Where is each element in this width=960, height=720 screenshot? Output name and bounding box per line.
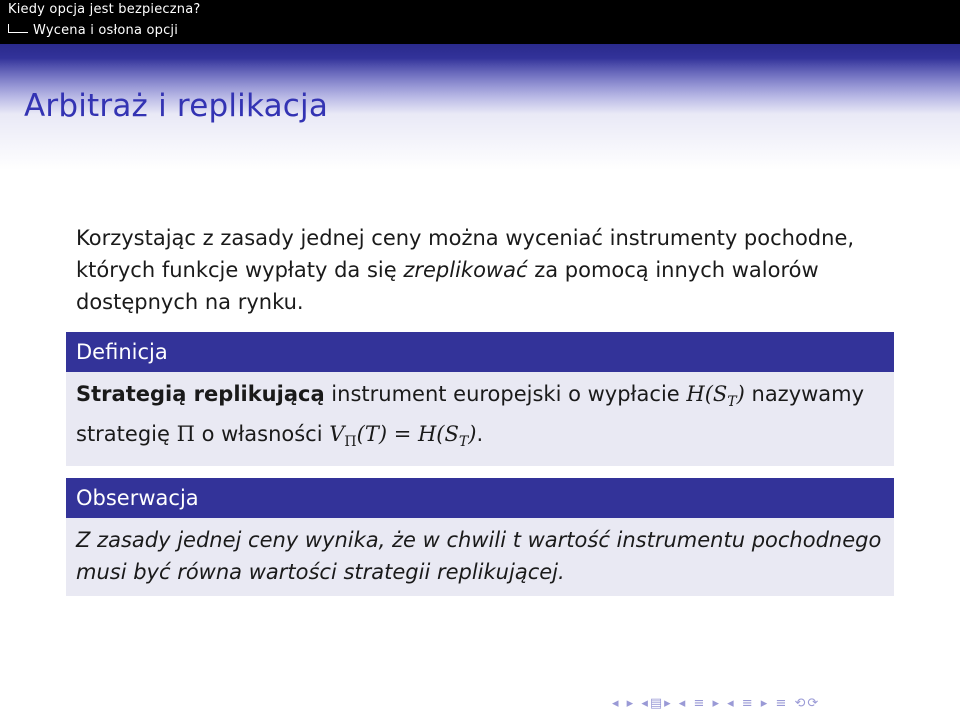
intro-emphasis: zreplikować — [403, 258, 528, 282]
definition-text4: . — [476, 422, 484, 447]
intro-part1: Korzystając z zasady jednej ceny można wyceniać instrumenty pochodne, których funkcje wypłaty da się — [76, 226, 855, 282]
intro-part2: za pomocą innych walorów dostępnych na rynku. — [76, 258, 819, 314]
definition-body — [66, 372, 894, 466]
frame-title: Arbitraż i replikacja — [24, 88, 329, 124]
beamer-navigation-symbols[interactable]: ◂ ▸ ◂▤▸ ◂ ≡ ▸ ◂ ≡ ▸ ≡ ⟲⟳ — [612, 696, 821, 711]
tree-connector-icon — [8, 24, 28, 33]
observation-title: Obserwacja — [66, 478, 894, 518]
definition-title: Definicja — [66, 332, 894, 372]
headline-bar — [0, 0, 960, 44]
headline-subsection-label: Wycena i osłona opcji — [33, 23, 179, 38]
observation-block — [66, 478, 894, 596]
intro-paragraph — [76, 222, 916, 318]
headline-section[interactable]: Kiedy opcja jest bezpieczna? — [8, 2, 201, 17]
headline-subsection[interactable] — [8, 23, 178, 38]
definition-text1: instrument europejski o wypłacie — [324, 382, 687, 406]
definition-text2: nazywamy strategię — [76, 382, 865, 447]
definition-text3: o własności — [194, 422, 330, 447]
math-payoff: $H(S_T)$ — [686, 382, 745, 411]
frame-title-area — [0, 58, 960, 170]
definition-block — [66, 332, 894, 466]
observation-body: Z zasady jednej ceny wynika, że w chwili t wartość instrumentu pochodnego musi być równa wartości strategii replikującej. — [66, 518, 894, 596]
math-pi: Π — [176, 422, 195, 447]
definition-term: Strategią replikującą — [76, 382, 325, 406]
math-condition: $V_\Pi(T) = H(S_T)$ — [329, 422, 477, 451]
